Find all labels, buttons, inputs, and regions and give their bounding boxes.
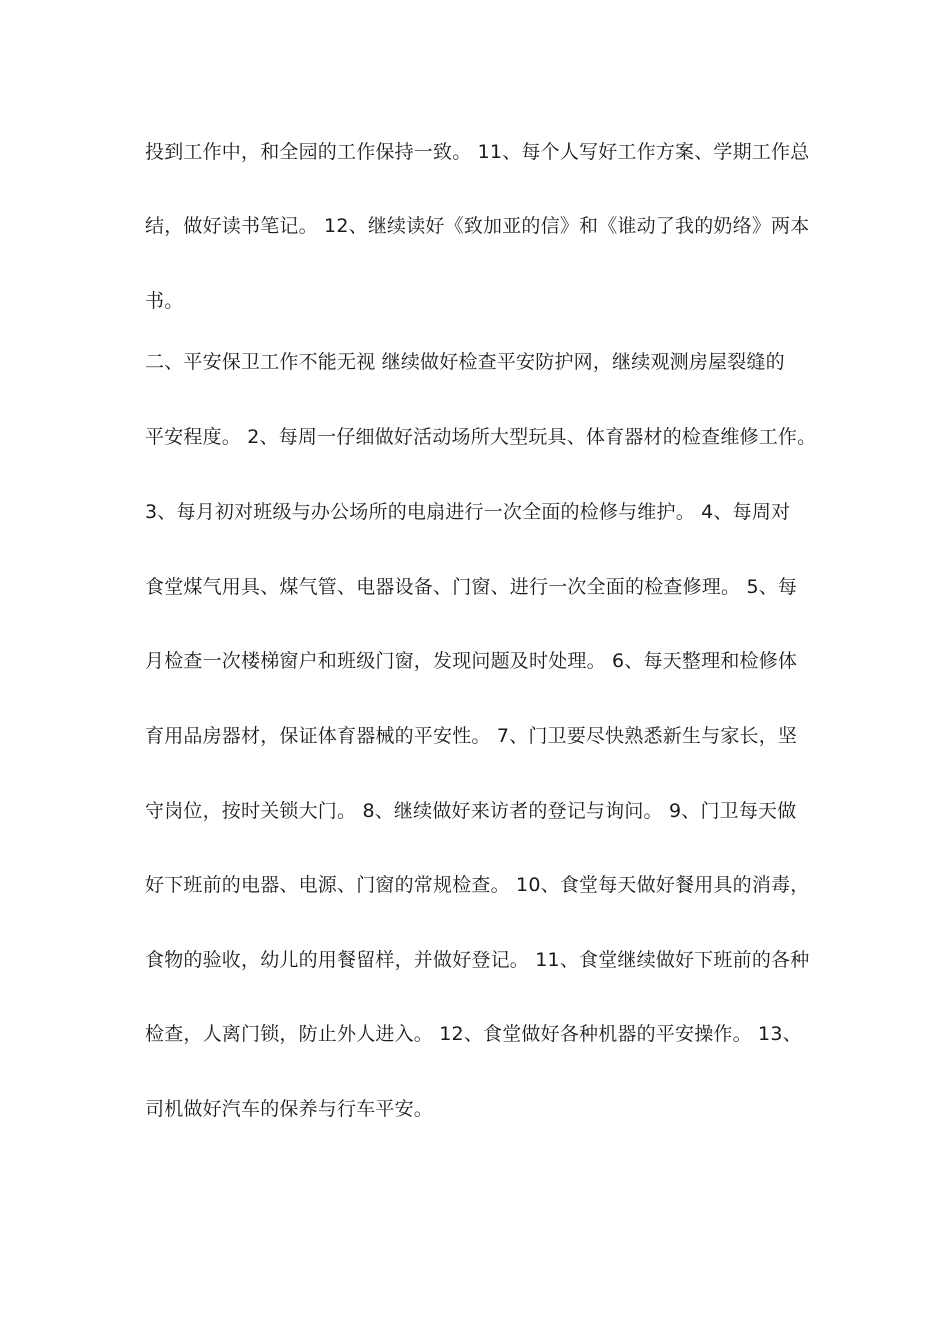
text-line-6: 3、每月初对班级与办公场所的电扇进行一次全面的检修与维护。 4、每周对 xyxy=(145,501,791,523)
text-line-12: 食物的验收，幼儿的用餐留样，并做好登记。 11、食堂继续做好下班前的各种 xyxy=(145,949,810,971)
text-line-10: 守岗位，按时关锁大门。 8、继续做好来访者的登记与询问。 9、门卫每天做 xyxy=(145,800,797,822)
text-line-1: 投到工作中，和全园的工作保持一致。 11、每个人写好工作方案、学期工作总 xyxy=(145,141,810,163)
text-line-9: 育用品房器材，保证体育器械的平安性。 7、门卫要尽快熟悉新生与家长，坚 xyxy=(145,725,798,747)
text-line-8: 月检查一次楼梯窗户和班级门窗，发现问题及时处理。 6、每天整理和检修体 xyxy=(145,650,798,672)
text-line-5: 平安程度。 2、每周一仔细做好活动场所大型玩具、体育器材的检查维修工作。 xyxy=(145,426,817,448)
text-line-2: 结，做好读书笔记。 12、继续读好《致加亚的信》和《谁动了我的奶络》两本 xyxy=(145,215,810,237)
text-line-7: 食堂煤气用具、煤气管、电器设备、门窗、进行一次全面的检查修理。 5、每 xyxy=(145,576,798,598)
text-line-11: 好下班前的电器、电源、门窗的常规检查。 10、食堂每天做好餐用具的消毒， xyxy=(145,874,810,896)
text-line-13: 检查，人离门锁，防止外人进入。 12、食堂做好各种机器的平安操作。 13、 xyxy=(145,1023,802,1045)
text-line-3: 书。 xyxy=(145,290,184,312)
text-line-4: 二、平安保卫工作不能无视 继续做好检查平安防护网，继续观测房屋裂缝的 xyxy=(145,351,785,373)
text-line-14: 司机做好汽车的保养与行车平安。 xyxy=(145,1098,434,1120)
